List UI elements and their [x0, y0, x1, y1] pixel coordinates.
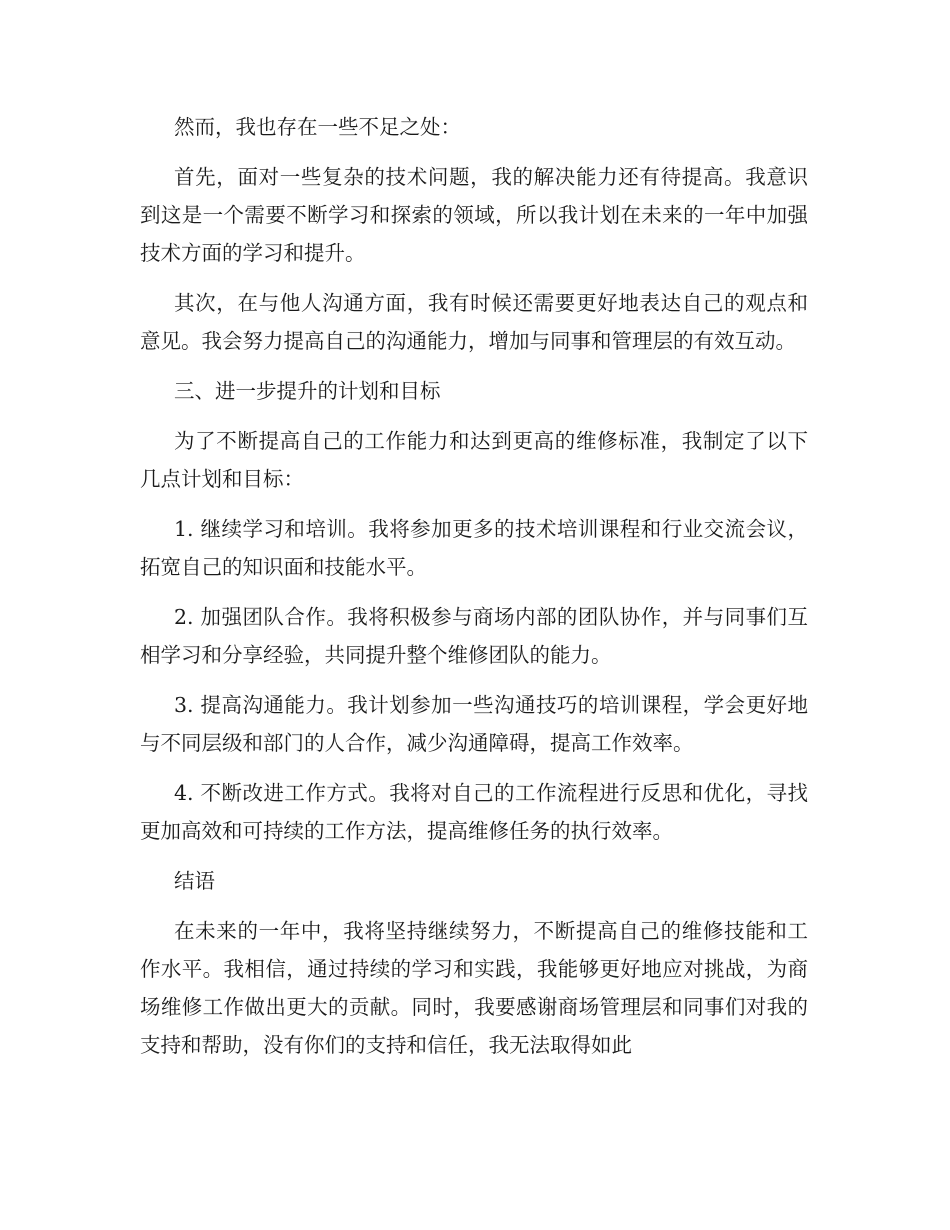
list-item-plan-3: 3. 提高沟通能力。我计划参加一些沟通技巧的培训课程，学会更好地与不同层级和部门的人合作，减少沟通障碍，提高工作效率。 [140, 693, 808, 755]
document-body [140, 108, 808, 1076]
paragraph-communication: 其次，在与他人沟通方面，我有时候还需要更好地表达自己的观点和意见。我会努力提高自己的沟通能力，增加与同事和管理层的有效互动。 [140, 291, 808, 353]
section-heading-conclusion: 结语 [174, 869, 215, 893]
paragraph-shortcomings-intro: 然而，我也存在一些不足之处： [174, 115, 461, 139]
paragraph-technical-skills: 首先，面对一些复杂的技术问题，我的解决能力还有待提高。我意识到这是一个需要不断学习和探索的领域，所以我计划在未来的一年中加强技术方面的学习和提升。 [140, 165, 808, 265]
paragraph-plans-intro: 为了不断提高自己的工作能力和达到更高的维修标准，我制定了以下几点计划和目标： [140, 429, 808, 491]
list-item-plan-2: 2. 加强团队合作。我将积极参与商场内部的团队协作，并与同事们互相学习和分享经验，共同提升整个维修团队的能力。 [140, 605, 808, 667]
paragraph-conclusion: 在未来的一年中，我将坚持继续努力，不断提高自己的维修技能和工作水平。我相信，通过持续的学习和实践，我能够更好地应对挑战，为商场维修工作做出更大的贡献。同时，我要感谢商场管理层和同事们对我的支持和帮助，没有你们的支持和信任，我无法取得如此 [140, 919, 808, 1057]
list-item-plan-4: 4. 不断改进工作方式。我将对自己的工作流程进行反思和优化，寻找更加高效和可持续的工作方法，提高维修任务的执行效率。 [140, 781, 808, 843]
section-heading-plans: 三、进一步提升的计划和目标 [174, 379, 441, 403]
list-item-plan-1: 1. 继续学习和培训。我将参加更多的技术培训课程和行业交流会议，拓宽自己的知识面和技能水平。 [140, 517, 808, 579]
